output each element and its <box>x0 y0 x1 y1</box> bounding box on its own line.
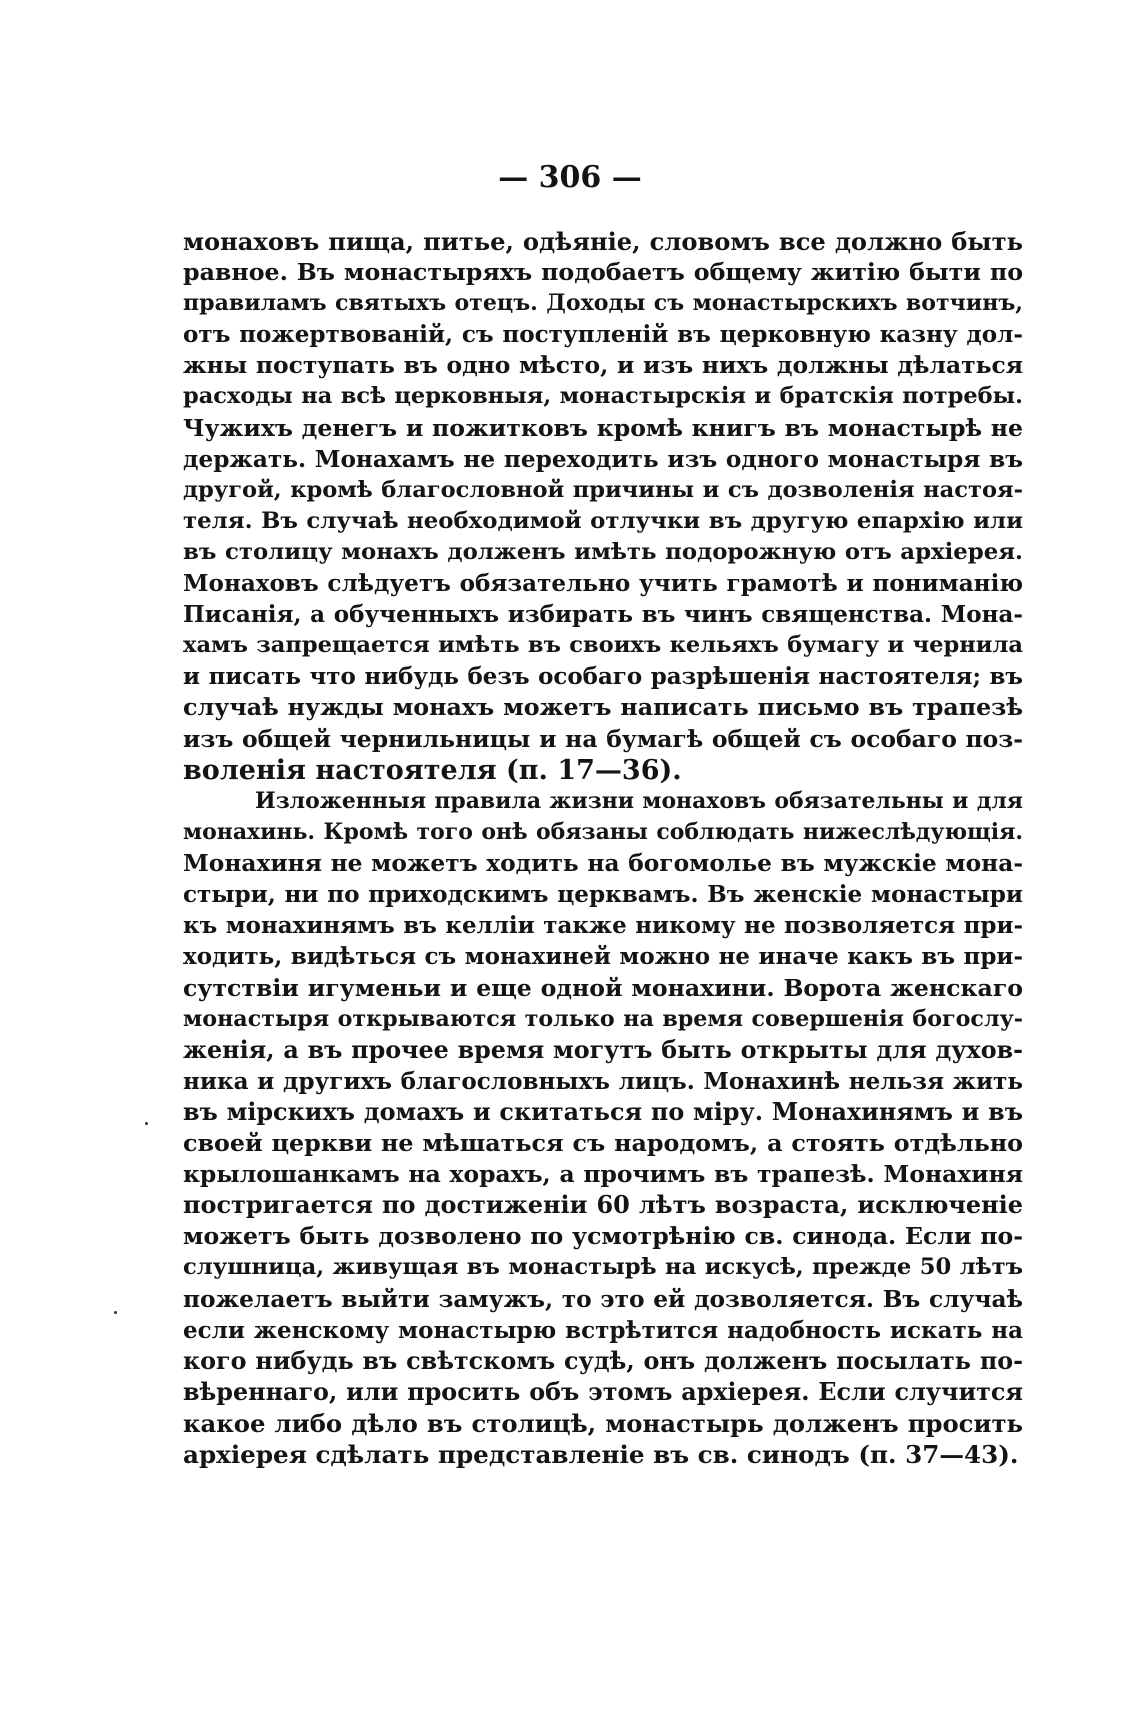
print-speck <box>145 1122 148 1125</box>
paragraph-1 <box>183 226 1023 786</box>
text-line: своей церкви не мѣшаться съ народомъ, а стоять отдѣльно <box>183 1129 1023 1158</box>
text-line: монаховъ пища, питье, одѣяніе, словомъ все должно быть <box>183 227 1023 256</box>
text-line: постригается по достиженіи 60 лѣтъ возраста, исключеніе <box>183 1191 1023 1220</box>
text-line: правиламъ святыхъ отецъ. Доходы съ монастырскихъ вотчинъ, <box>183 290 1023 317</box>
text-line: къ монахинямъ въ келліи также никому не позволяется при- <box>183 912 1023 940</box>
text-line: Чужихъ денегъ и пожитковъ кромѣ книгъ въ монастырѣ не <box>183 413 1023 442</box>
page-number: — 306 — <box>498 160 642 195</box>
text-line: Монаховъ слѣдуетъ обязательно учить грамотѣ и пониманію <box>183 570 1023 598</box>
text-line: воленія настоятеля (п. 17—36). <box>183 754 682 786</box>
text-line: держать. Монахамъ не переходить изъ одного монастыря въ <box>183 445 1023 473</box>
text-line: жны поступать въ одно мѣсто, и изъ нихъ должны дѣлаться <box>183 351 1023 380</box>
text-line: теля. Въ случаѣ необходимой отлучки въ другую епархію или <box>183 507 1023 534</box>
text-line: въ столицу монахъ долженъ имѣть подорожную отъ архіерея. <box>183 538 1023 565</box>
text-line: архіерея сдѣлать представленіе въ св. синодъ (п. 37—43). <box>183 1439 1019 1469</box>
text-line: вѣреннаго, или просить объ этомъ архіерея. Если случится <box>183 1377 1023 1406</box>
text-line: крылошанкамъ на хорахъ, а прочимъ въ трапезѣ. Монахиня <box>183 1160 1023 1189</box>
text-line: если женскому монастырю встрѣтится надобность искать на <box>183 1316 1023 1344</box>
text-line: случаѣ нужды монахъ можетъ написать письмо въ трапезѣ <box>183 693 1023 722</box>
text-line: хамъ запрещается имѣть въ своихъ кельяхъ бумагу и чернила <box>183 632 1023 659</box>
text-line: въ мірскихъ домахъ и скитаться по міру. Монахинямъ и въ <box>183 1097 1023 1126</box>
text-line: какое либо дѣло въ столицѣ, монастырь долженъ просить <box>183 1408 1023 1438</box>
text-line: ника и другихъ благословныхъ лицъ. Монахинѣ нельзя жить <box>183 1067 1023 1095</box>
text-line: монастыря открываются только на время совершенія богослу- <box>183 1005 1023 1032</box>
text-line: монахинь. Кромѣ того онѣ обязаны соблюдать нижеслѣдующія. <box>183 819 1023 846</box>
text-line: слушница, живущая въ монастырѣ на искусѣ, прежде 50 лѣтъ <box>183 1254 1023 1281</box>
text-line: Изложенныя правила жизни монаховъ обязательны и для <box>255 788 1023 814</box>
text-line: отъ пожертвованій, съ поступленій въ церковную казну дол- <box>183 321 1023 349</box>
text-line: равное. Въ монастыряхъ подобаетъ общему житію быти по <box>183 258 1023 287</box>
text-line: женія, а въ прочее время могутъ быть открыты для духов- <box>183 1035 1023 1064</box>
text-line: стыри, ни по приходскимъ церквамъ. Въ женскіе монастыри <box>183 881 1023 909</box>
text-line: расходы на всѣ церковныя, монастырскія и братскія потребы. <box>183 383 1023 410</box>
text-line: можетъ быть дозволено по усмотрѣнію св. синода. Если по- <box>183 1222 1023 1251</box>
print-speck <box>114 1311 117 1314</box>
paragraph-2 <box>183 786 1023 1470</box>
text-line: ходить, видѣться съ монахиней можно не иначе какъ въ при- <box>183 943 1023 971</box>
text-line: изъ общей чернильницы и на бумагѣ общей съ особаго поз- <box>183 724 1023 753</box>
text-line: Монахиня не можетъ ходить на богомолье въ мужскіе мона- <box>183 850 1023 878</box>
text-line: Писанія, а обученныхъ избирать въ чинъ священства. Мона- <box>183 601 1023 629</box>
text-line: другой, кромѣ благословной причины и съ дозволенія настоя- <box>183 476 1023 503</box>
text-line: и писать что нибудь безъ особаго разрѣшенія настоятеля; въ <box>183 663 1023 691</box>
text-line: кого нибудь въ свѣтскомъ судѣ, онъ долженъ посылать по- <box>183 1346 1023 1375</box>
text-line: сутствіи игуменьи и еще одной монахини. Ворота женскаго <box>183 973 1023 1002</box>
text-line: пожелаетъ выйти замужъ, то это ей дозволяется. Въ случаѣ <box>183 1285 1023 1313</box>
